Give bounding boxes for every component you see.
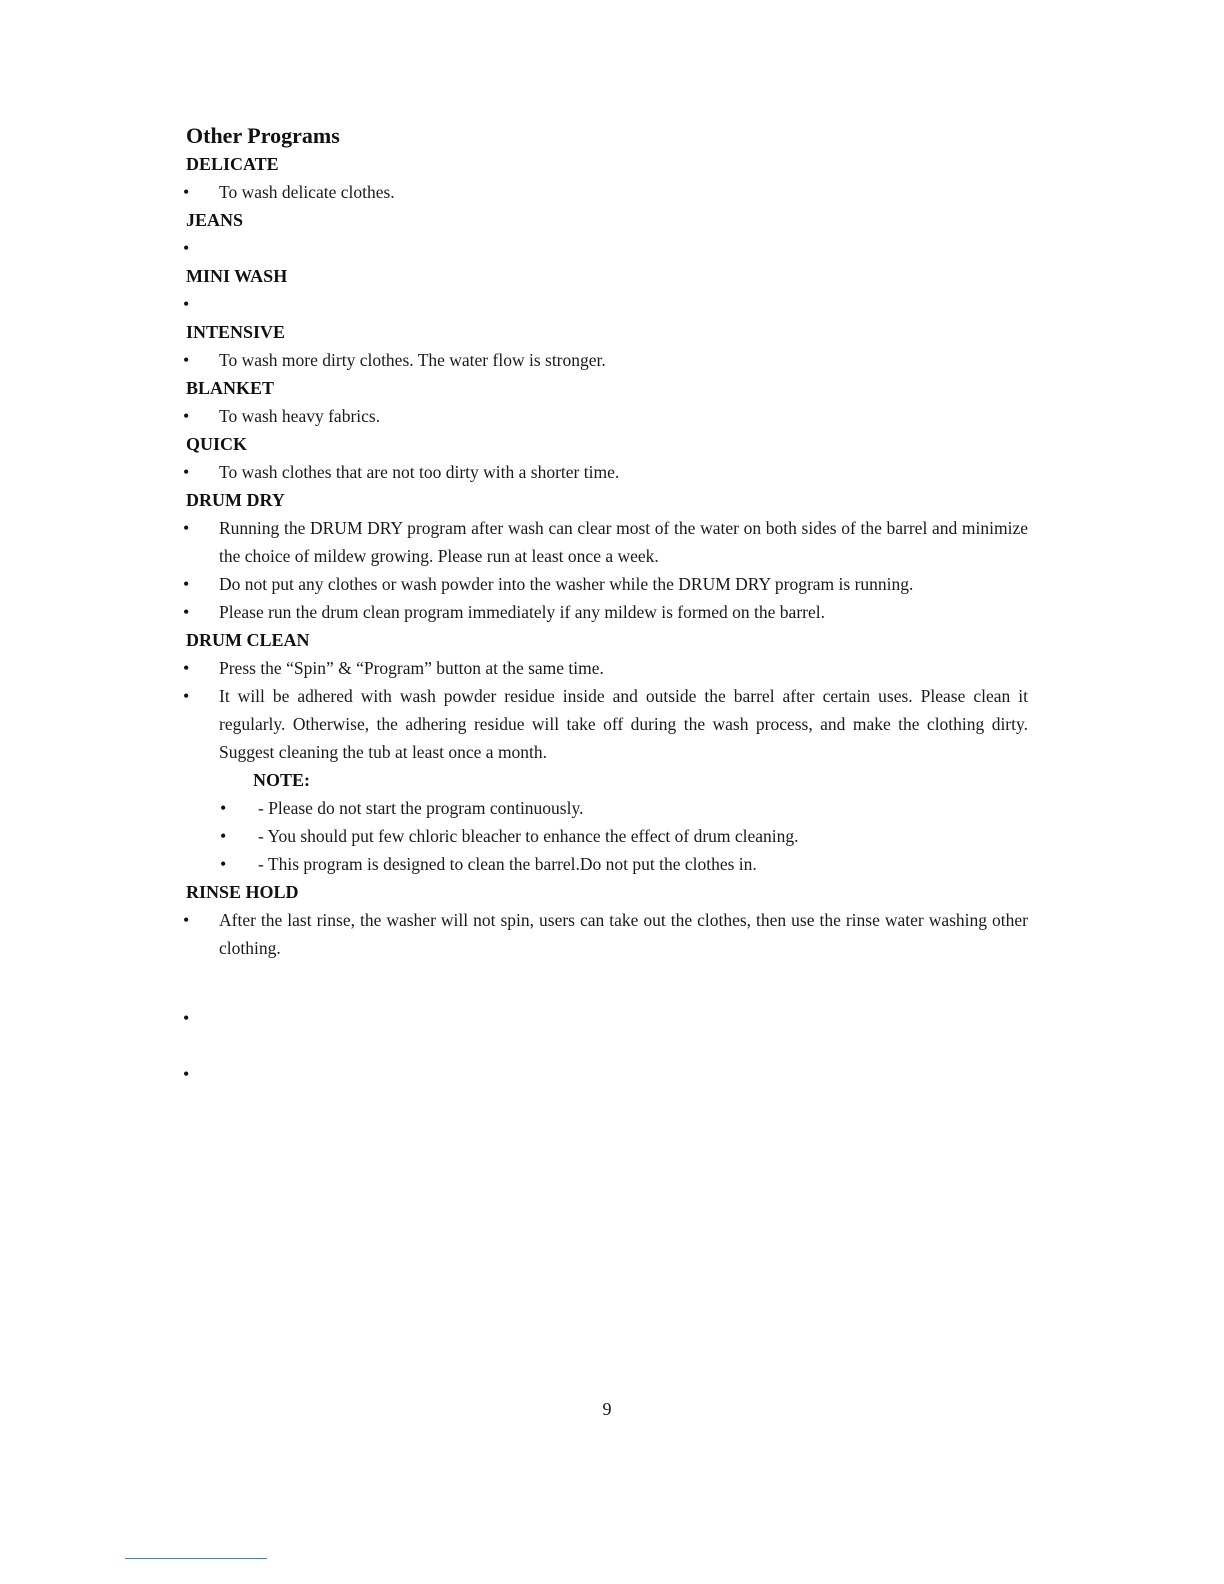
bullet-icon: • bbox=[183, 182, 190, 202]
heading-quick: QUICK bbox=[186, 434, 248, 454]
drum-dry-item-1: Running the DRUM DRY program after wash can clear most of the water on both sides of the barrel and minimize the choice of mildew growing. Please run at least once a week. bbox=[219, 518, 1028, 566]
bullet-icon: • bbox=[183, 350, 190, 370]
note-label: NOTE: bbox=[253, 770, 311, 790]
rinse-hold-item-1: After the last rinse, the washer will not spin, users can take out the clothes, then use the rinse water washing other clothing. bbox=[219, 910, 1028, 958]
footer-rule bbox=[125, 1558, 267, 1559]
heading-drum-clean: DRUM CLEAN bbox=[186, 630, 310, 650]
drum-clean-item-1: Press the “Spin” & “Program” button at the same time. bbox=[219, 658, 604, 678]
bullet-icon: • bbox=[183, 1008, 190, 1028]
heading-mini-wash: MINI WASH bbox=[186, 266, 288, 286]
drum-dry-item-2: Do not put any clothes or wash powder into the washer while the DRUM DRY program is running. bbox=[219, 574, 914, 594]
note-item-1: - Please do not start the program continuously. bbox=[258, 798, 584, 818]
note-item-2: - You should put few chloric bleacher to enhance the effect of drum cleaning. bbox=[258, 826, 799, 846]
bullet-icon: • bbox=[183, 686, 190, 706]
quick-item-1: To wash clothes that are not too dirty with a shorter time. bbox=[219, 462, 620, 482]
heading-blanket: BLANKET bbox=[186, 378, 275, 398]
bullet-icon: • bbox=[183, 574, 190, 594]
blanket-item-1: To wash heavy fabrics. bbox=[219, 406, 381, 426]
bullet-icon: • bbox=[183, 406, 190, 426]
bullet-icon: • bbox=[220, 854, 227, 874]
bullet-icon: • bbox=[183, 518, 190, 538]
bullet-icon: • bbox=[183, 294, 190, 314]
bullet-icon: • bbox=[183, 658, 190, 678]
bullet-icon: • bbox=[183, 1064, 190, 1084]
heading-jeans: JEANS bbox=[186, 210, 244, 230]
bullet-icon: • bbox=[183, 238, 190, 258]
heading-intensive: INTENSIVE bbox=[186, 322, 286, 342]
heading-delicate: DELICATE bbox=[186, 154, 279, 174]
bullet-icon: • bbox=[183, 462, 190, 482]
heading-drum-dry: DRUM DRY bbox=[186, 490, 285, 510]
delicate-item-1: To wash delicate clothes. bbox=[219, 182, 395, 202]
page-number: 9 bbox=[602, 1399, 612, 1419]
page-title: Other Programs bbox=[186, 123, 340, 148]
bullet-icon: • bbox=[220, 798, 227, 818]
heading-rinse-hold: RINSE HOLD bbox=[186, 882, 299, 902]
bullet-icon: • bbox=[183, 910, 190, 930]
note-item-3: - This program is designed to clean the barrel.Do not put the clothes in. bbox=[258, 854, 757, 874]
intensive-item-1: To wash more dirty clothes. The water flow is stronger. bbox=[219, 350, 606, 370]
drum-dry-item-3: Please run the drum clean program immediately if any mildew is formed on the barrel. bbox=[219, 602, 825, 622]
bullet-icon: • bbox=[220, 826, 227, 846]
drum-clean-item-2: It will be adhered with wash powder residue inside and outside the barrel after certain uses. Please clean it regularly. Otherwise, the adhering residue will take off during the wash process, and make the clothing dirty. Suggest cleaning the tub at least once a month. bbox=[219, 686, 1028, 762]
bullet-icon: • bbox=[183, 602, 190, 622]
